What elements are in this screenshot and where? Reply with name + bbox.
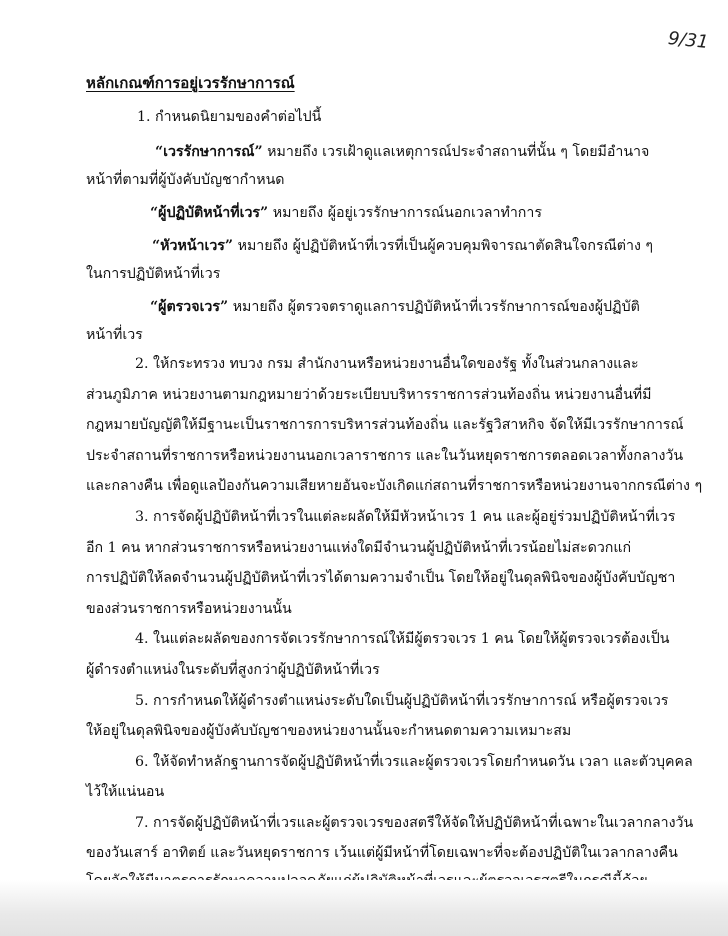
text-line: ของส่วนราชการหรือหน่วยงานนั้น (86, 601, 292, 617)
text-line: การปฏิบัติให้ลดจำนวนผู้ปฏิบัติหน้าที่เวรได้ตามความจำเป็น โดยให้อยู่ในดุลพินิจของผู้บังคับบัญชา (86, 570, 676, 586)
text-line: 5. การกำหนดให้ผู้ดำรงตำแหน่งระดับใดเป็นผู้ปฏิบัติหน้าที่เวรรักษาการณ์ หรือผู้ตรวจเวร (135, 693, 669, 709)
defined-term: “ผู้ตรวจเวร” (150, 299, 229, 315)
definition-line (155, 143, 649, 161)
definition-text: หมายถึง เวรเฝ้าดูแลเหตุการณ์ประจำสถานที่นั้น ๆ โดยมีอำนาจ (262, 144, 650, 160)
text-line: 4. ในแต่ละผลัดของการจัดเวรรักษาการณ์ให้มีผู้ตรวจเวร 1 คน โดยให้ผู้ตรวจเวรต้องเป็น (135, 631, 670, 647)
text-line: หน้าที่ตามที่ผู้บังคับบัญชากำหนด (86, 172, 285, 188)
text-line: ในการปฏิบัติหน้าที่เวร (86, 266, 221, 282)
text-line: 2. ให้กระทรวง ทบวง กรม สำนักงานหรือหน่วยงานอื่นใดของรัฐ ทั้งในส่วนกลางและ (135, 356, 639, 372)
defined-term: “เวรรักษาการณ์” (155, 144, 263, 160)
text-line: ส่วนภูมิภาค หน่วยงานตามกฎหมายว่าด้วยระเบียบบริหารราชการส่วนท้องถิ่น หน่วยงานอื่นที่มี (86, 387, 652, 403)
document-title: หลักเกณฑ์การอยู่เวรรักษาการณ์ (86, 74, 295, 92)
scan-bottom-edge (0, 880, 728, 936)
text-line: หน้าที่เวร (86, 327, 143, 343)
definition-text: หมายถึง ผู้อยู่เวรรักษาการณ์นอกเวลาทำการ (268, 205, 542, 221)
text-line: ไว้ให้แน่นอน (86, 784, 165, 800)
text-line: 1. กำหนดนิยามของคำต่อไปนี้ (137, 109, 322, 125)
definition-line (150, 298, 640, 316)
text-line: อีก 1 คน หากส่วนราชการหรือหน่วยงานแห่งใดมีจำนวนผู้ปฏิบัติหน้าที่เวรน้อยไม่สะดวกแก่ (86, 540, 632, 556)
text-line: 6. ให้จัดทำหลักฐานการจัดผู้ปฏิบัติหน้าที่เวรและผู้ตรวจเวรโดยกำหนดวัน เวลา และตัวบุคคล (135, 754, 693, 770)
defined-term: “ผู้ปฏิบัติหน้าที่เวร” (150, 205, 269, 221)
text-line: ของวันเสาร์ อาทิตย์ และวันหยุดราชการ เว้นแต่ผู้มีหน้าที่โดยเฉพาะที่จะต้องปฏิบัติในเวลากลางคืน (86, 845, 678, 861)
defined-term: “หัวหน้าเวร” (152, 238, 234, 254)
definition-line (150, 204, 542, 222)
page-number: 9/31 (667, 27, 710, 54)
definition-line (152, 237, 653, 255)
text-line: กฎหมายบัญญัติให้มีฐานะเป็นราชการการบริหารส่วนท้องถิ่น และรัฐวิสาหกิจ จัดให้มีเวรรักษาการณ์ (86, 417, 684, 433)
text-line: และกลางคืน เพื่อดูแลป้องกันความเสียหายอันจะบังเกิดแก่สถานที่ราชการหรือหน่วยงานจากกรณีต่าง ๆ (86, 478, 703, 494)
definition-text: หมายถึง ผู้ปฏิบัติหน้าที่เวรที่เป็นผู้ควบคุมพิจารณาตัดสินใจกรณีต่าง ๆ (233, 238, 654, 254)
text-line: 7. การจัดผู้ปฏิบัติหน้าที่เวรและผู้ตรวจเวรของสตรีให้จัดให้ปฏิบัติหน้าที่เฉพาะในเวลากลางวัน (135, 815, 694, 831)
text-line: 3. การจัดผู้ปฏิบัติหน้าที่เวรในแต่ละผลัดให้มีหัวหน้าเวร 1 คน และผู้อยู่ร่วมปฏิบัติหน้าที่เวร (135, 509, 676, 525)
text-line: ให้อยู่ในดุลพินิจของผู้บังคับบัญชาของหน่วยงานนั้นจะกำหนดตามความเหมาะสม (86, 723, 572, 739)
text-line: ประจำสถานที่ราชการหรือหน่วยงานนอกเวลาราชการ และในวันหยุดราชการตลอดเวลาทั้งกลางวัน (86, 448, 684, 464)
definition-text: หมายถึง ผู้ตรวจตราดูแลการปฏิบัติหน้าที่เวรรักษาการณ์ของผู้ปฏิบัติ (228, 299, 640, 315)
text-line: ผู้ดำรงตำแหน่งในระดับที่สูงกว่าผู้ปฏิบัติหน้าที่เวร (86, 662, 380, 678)
